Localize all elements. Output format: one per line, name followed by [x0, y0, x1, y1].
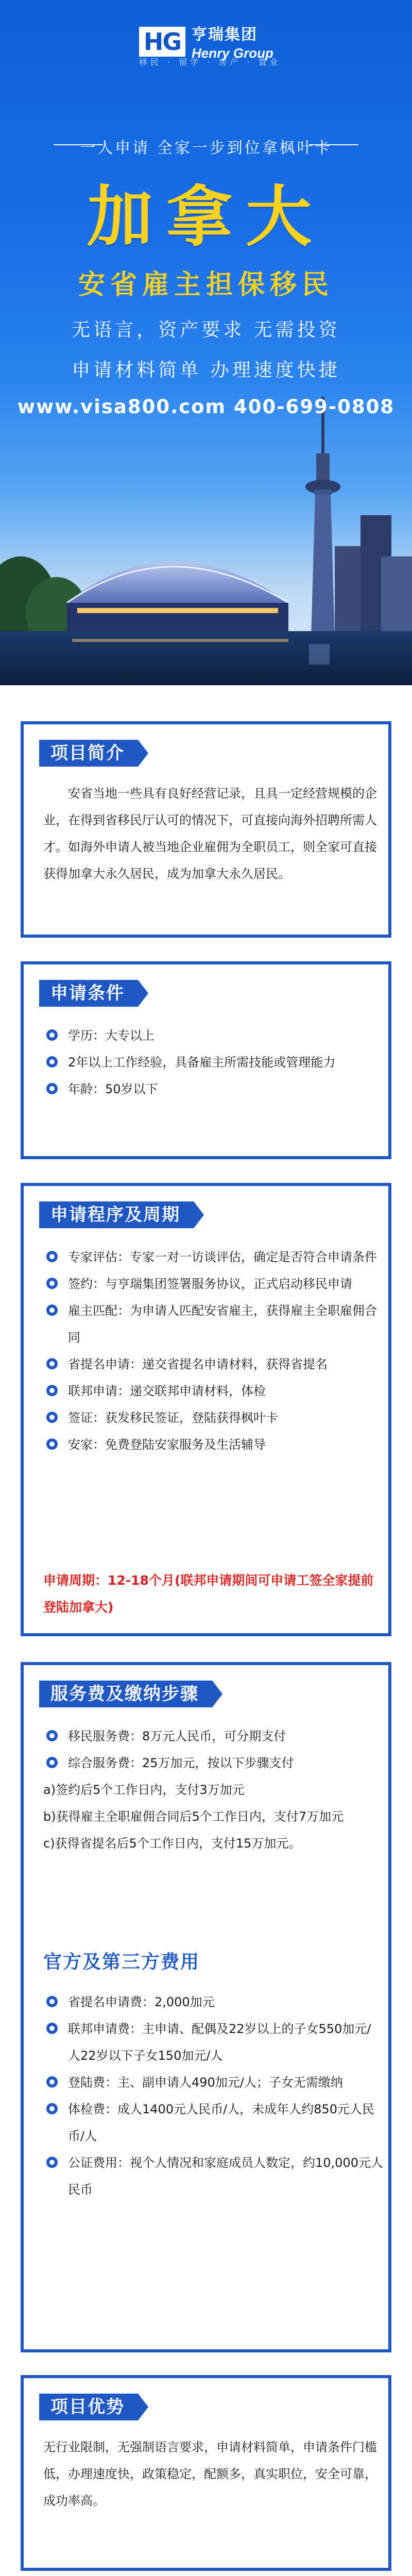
section-heading: 申请程序及周期: [39, 1201, 194, 1228]
official-fees-heading: 官方及第三方费用: [43, 1952, 200, 1973]
bullet-icon: [46, 2023, 58, 2034]
bullet-icon: [46, 1083, 58, 1094]
bullet-icon: [46, 1385, 58, 1396]
fee-step: c)获得省提名后5个工作日内，支付15万加元。: [43, 1836, 301, 1851]
list-item: 2年以上工作经验，具备雇主所需技能或管理能力: [43, 1049, 383, 1076]
list-item: 安家：免费登陆安家服务及生活辅导: [43, 1431, 383, 1458]
list-item: 签约：与亨瑞集团签署服务协议，正式启动移民申请: [43, 1270, 383, 1297]
list-item: 雇主匹配：为申请人匹配安省雇主，获得雇主全职雇佣合同: [43, 1297, 383, 1351]
company-name-cn: 亨瑞集团: [192, 26, 258, 44]
company-name-en: Henry Group: [192, 45, 273, 61]
list-item: 登陆费：主、副申请人490加元/人；子女无需缴纳: [43, 2069, 383, 2096]
hero-title: 加拿大: [87, 179, 325, 256]
bullet-icon: [46, 1278, 58, 1289]
fee-step: b)获得雇主全职雇佣合同后5个工作日内，支付7万加元: [43, 1809, 344, 1824]
bullet-icon: [46, 2076, 58, 2088]
hero-feature-line-2: 申请材料简单 办理速度快捷: [72, 360, 340, 381]
section-heading: 服务费及缴纳步骤: [39, 1681, 212, 1707]
section-heading: 申请条件: [39, 980, 138, 1007]
requirements-list: [43, 1022, 383, 1103]
list-item: 联邦申请：递交联邦申请材料，体检: [43, 1378, 383, 1404]
toronto-skyline-illustration: [0, 0, 412, 685]
fee-step: a)签约后5个工作日内，支付3万加元: [43, 1783, 245, 1797]
section-fees: [21, 1662, 391, 2352]
bullet-icon: [46, 1996, 58, 2007]
list-item: 省提名申请费：2,000加元: [43, 1989, 383, 2015]
hero-feature-line-1: 无语言，资产要求 无需投资: [72, 319, 340, 341]
list-item: 签证：获发移民签证，登陆获得枫叶卡: [43, 1404, 383, 1431]
advantages-text: 无行业限制，无强制语言要求，申请材料简单，申请条件门槛低，办理速度快，政策稳定，配额多，真实职位，安全可靠，成功率高。: [43, 2440, 377, 2508]
bullet-icon: [46, 1358, 58, 1369]
bullet-icon: [46, 1251, 58, 1262]
process-list: [43, 1244, 383, 1458]
list-item: 移民服务费：8万元人民币，可分期支付: [43, 1723, 383, 1750]
section-heading: 项目优势: [39, 2394, 138, 2420]
list-item: 省提名申请：递交省提名申请材料，获得省提名: [43, 1351, 383, 1378]
process-notice: 申请周期：12-18个月(联邦申请期间可申请工签全家提前登陆加拿大): [43, 1573, 374, 1615]
list-item: 公证费用：视个人情况和家庭成员人数定，约10,000元人民币: [43, 2149, 383, 2203]
bullet-icon: [46, 2103, 58, 2114]
bullet-icon: [46, 1304, 58, 1316]
bullet-icon: [46, 1029, 58, 1041]
logo-mark: HG: [139, 27, 185, 57]
list-item: 综合服务费：25万加元，按以下步骤支付: [43, 1750, 383, 1776]
bullet-icon: [46, 1757, 58, 1768]
official-fees-list: [43, 1989, 383, 2203]
section-intro: [21, 721, 391, 938]
bullet-icon: [46, 2157, 58, 2168]
bullet-icon: [46, 1412, 58, 1423]
bullet-icon: [46, 1438, 58, 1450]
section-process: [21, 1183, 391, 1636]
bullet-icon: [46, 1056, 58, 1067]
hero-banner: [0, 0, 412, 685]
hero-tagline: 一人申请 全家一步到位拿枫叶卡: [80, 139, 332, 157]
list-item: 学历：大专以上: [43, 1022, 383, 1049]
intro-text: 安省当地一些具有良好经营记录，且具一定经营规模的企业，在得到省移民厅认可的情况下，可直接向海外招聘所需人才。如海外申请人被当地企业雇佣为全职员工，则全家可直接获得加拿大永久居民，成为加拿大永久居民。: [43, 786, 377, 881]
hero-contact: www.visa800.com 400-699-0808: [17, 396, 395, 418]
list-item: 体检费：成人1400元人民币/人，未成年人约850元人民币/人: [43, 2096, 383, 2149]
list-item: 联邦申请费：主申请、配偶及22岁以上的子女550加元/人22岁以下子女150加元/人: [43, 2015, 383, 2069]
hero-subtitle: 安省雇主担保移民: [78, 269, 334, 300]
section-advantages: [21, 2375, 391, 2571]
logo-tags: 移民 · 留学 · 房产 · 置业: [139, 57, 281, 67]
section-requirements: [21, 961, 391, 1159]
list-item: 专家评估：专家一对一访谈评估，确定是否符合申请条件: [43, 1244, 383, 1270]
section-heading: 项目简介: [39, 740, 138, 767]
list-item: 年龄：50岁以下: [43, 1076, 383, 1103]
bullet-icon: [46, 1730, 58, 1741]
fees-list: [43, 1723, 383, 1857]
